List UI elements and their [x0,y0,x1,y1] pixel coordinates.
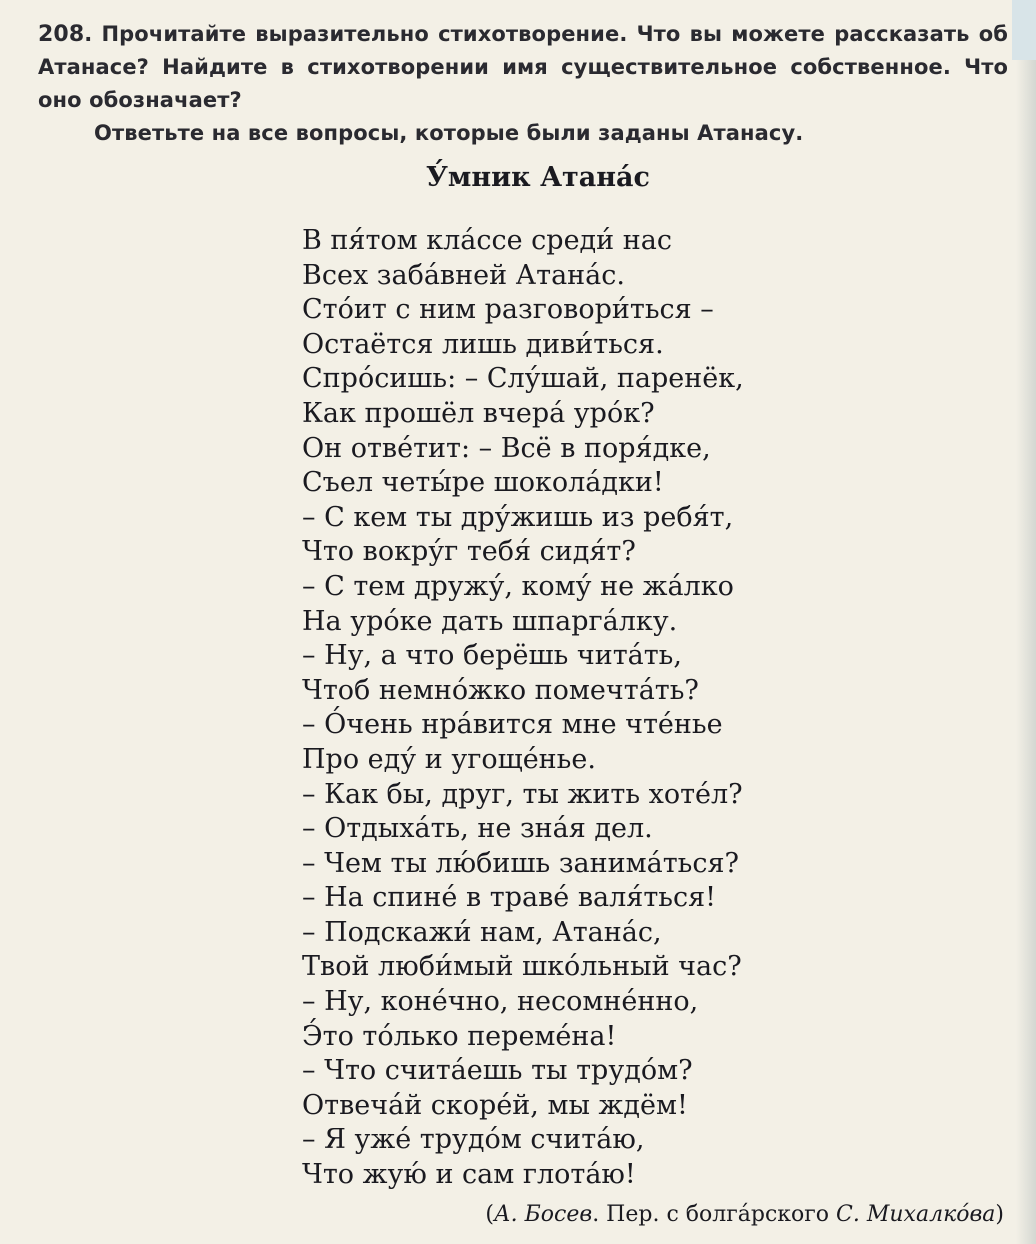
poem-body [302,224,1002,1193]
page-edge-tab [1012,0,1036,60]
poem-line: – На спине́ в траве́ валя́ться! [302,882,716,914]
poem-line: Спро́сишь: – Слу́шай, паренёк, [302,363,744,395]
poem-line: – Чем ты лю́бишь занима́ться? [302,847,739,879]
poem-line: В пя́том кла́ссе среди́ нас [302,225,672,256]
poem-line: На уро́ке дать шпарга́лку. [302,605,678,637]
poem-attribution [485,1202,1004,1227]
attribution-open: ( [485,1202,494,1227]
poem-line: Э́то то́лько переме́на! [302,1020,617,1052]
exercise-question [38,18,1008,117]
poem-line: Остаётся лишь диви́ться. [302,328,664,360]
exercise-instruction: Ответьте на все вопросы, которые были заданы Атанасу. [94,121,804,145]
exercise-text: . Прочитайте выразительно стихотворение. Что вы можете рассказать об Атанасе? Найдите в стихотворении имя существительное собственное. Что оно обозначает? [38,22,1008,112]
poem-line: Твой люби́мый шко́льный час? [302,951,742,983]
poem-line: – Как бы, друг, ты жить хоте́л? [302,778,743,810]
poem-line: Отвеча́й скоре́й, мы ждём! [302,1089,688,1121]
poem-line: – Я уже́ трудо́м счита́ю, [302,1124,645,1156]
poem-line: Всех заба́вней Атана́с. [302,259,625,291]
poem-title: У́мник Атана́с [426,162,650,193]
attribution-close: ) [995,1202,1004,1227]
exercise-number: 208 [38,22,85,47]
poem-line: – Подскажи́ нам, Атана́с, [302,916,662,948]
poem-line: – С кем ты дру́жишь из ребя́т, [302,501,734,533]
poem-line: – С тем дружу́, кому́ не жа́лко [302,570,734,602]
poem-line: – Ну, коне́чно, несомне́нно, [302,986,699,1018]
poem-line: Что вокру́г тебя́ сидя́т? [302,536,636,568]
poem-line: Сто́ит с ним разговори́ться – [302,294,714,326]
poem-line: – Отдыха́ть, не зна́я дел. [302,813,653,845]
attribution-author: А. Босев [493,1202,593,1227]
poem-line: – Ну, а что берёшь чита́ть, [302,640,682,672]
poem-line: Как прошёл вчера́ уро́к? [302,397,655,429]
poem-line: – Что счита́ешь ты трудо́м? [302,1055,693,1087]
poem-line: – О́чень нра́вится мне чте́нье [302,709,723,741]
poem-line: Что жую́ и сам глота́ю! [302,1159,636,1191]
poem-line: Чтоб немно́жко помечта́ть? [302,674,699,706]
attribution-middle: . Пер. с болга́рского [592,1202,837,1227]
attribution-translator: С. Михалко́ва [836,1202,996,1227]
exercise-block [38,18,1008,150]
poem-line: Съел четы́ре шокола́дки! [302,467,664,499]
poem-line: Про еду́ и угоще́нье. [302,743,596,775]
poem-line: Он отве́тит: – Всё в поря́дке, [302,432,711,464]
